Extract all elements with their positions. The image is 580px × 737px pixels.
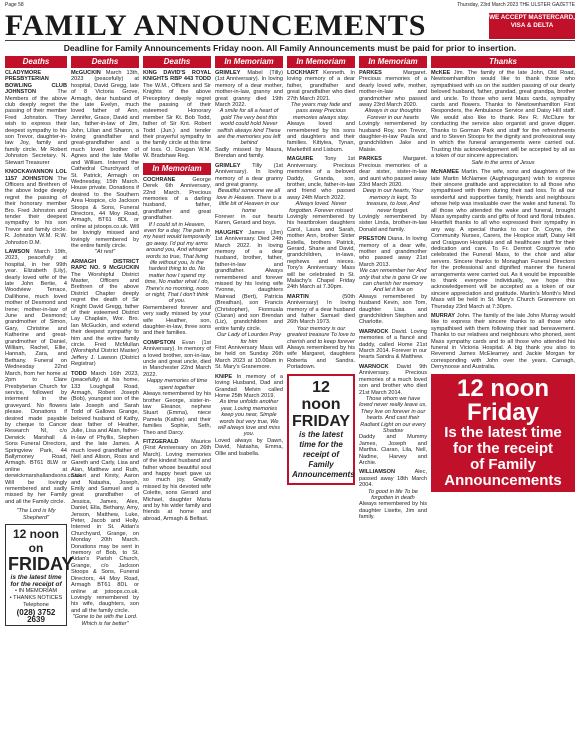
notice-text: Forever in our hearts Sandra & Matthew. [359, 348, 427, 361]
notice-text: Mabel (Tilly) (1st Anniversary). In loving memory of a dear mother, mother-in-law, granny and great granny died 19th March 2022. [215, 70, 283, 109]
notice-text: The Worshipful District Master, Officers and Brethren of the above District Chapter deeply regret the death of Sir Knight David Gregg, father of their esteemed District Lay Chaplain, Wor. Bro. Ian McGuckin, and extend their deepest sympathy to him and the entire family circle. Fred McMullan (Worshipful District Master) Jeffery J. Lawson (District Registrar) [71, 271, 139, 368]
notice-name: GRIMLEY [215, 162, 241, 169]
page-date: Thursday, 23rd March 2023 [457, 2, 519, 8]
notice-text: Martin. The wife, sons and daughters of the late Martin McNamee (Aughnagurgan) wish to express their sincere gratitude and appreciation to all those who sympathised with them during their sad loss. To all our wonderful and supportive family, friends and neighbours whose help was invaluable over the wake and funeral. To all those who attended the wake and funeral, brought Mass sympathy cards and gifts of food and floral tributes. Heartfelt thanks to all who expressed their sympathy in any way. A special thanks to our Dr. Coyne, the Community Nurses, Carers, the Hospice staff, Daisy Hill and Craigavon Hospitals and all healthcare staff for their dedication and care. To Fr. Dermot Cosgrove who celebrated the Funeral Mass, to the choir and altar servers. Sincere thanks to Monaghan Funeral Directors for the professional and dignified manner the funeral arrangements were carried out. As it would be impossible to thank everyone individually, we hope this acknowledgement will be accepted as a token of our sincere appreciation and gratitude. Martin's Month's Mind Mass will be held in St. Mary's Church Granemore on Thursday 23rd March at 7:30pm. [431, 169, 576, 310]
notice [359, 236, 427, 326]
notice-text: Daddy and Mummy James, Joseph and Martha. Ciaran, Lila, Nell, Nadine, Harvey and Archie. [359, 434, 427, 466]
payment-badge: WE ACCEPT MASTERCARD, VISA & DELTA [489, 13, 575, 39]
notice-text: March 19th, 2023, peacefully at hospital, in her 99th year. Elizabeth (Lily), dearly loved wife of the late John Bertie, 4 Woodview Terrace, Dallihone, much loved mother of Desmond and Irene; mother-in-law of June and Desmond; grandmother of Simon, Gary, Christine and Katherine and great-grandmother of Daniel, William, Rachel, Ellie, Hannah, Zara, and Bethany. Funeral on Wednesday 22nd March, from her home at 2pm to Clare Presbyterian Church for service, followed by interment in the graveyard. No flowers please. Donations if desired made payable by cheque to Cancer Research NI, c/o Derwick Marshall & Sons Funeral Directors, Springview Park, 44 Ballymoney Road, Armagh. BT61 8LW or online at derwickmarshallandsons.co.uk. Will be lovingly remembered and sadly missed by her Family and all the Family circle. [5, 248, 83, 505]
notice-verse: Always in our thoughts Forever in our hearts [364, 108, 422, 121]
notice-text: Kenneth. In loving memory of a dear father, grandfather and great grandfather who died 27th March 2021. [287, 70, 355, 102]
notice-text: Always remembered by his daughter Lisette, Jim and family. [359, 501, 427, 521]
notice-text: Always remembered by husband Kevin, son Tom, daughter Lisa and grandchildren Stephen and Charlotte. [359, 293, 427, 326]
notice-name: McGUCKIN [71, 70, 101, 76]
notice-verse: A smile for all a heart of gold The very best this world could hold Never selfish always kind These are the memories you left behind [217, 108, 281, 147]
notice-text: Maurice (First Anniversary on 26th March). Loving memories of the kindest husband and father whose beautiful soul and happy heart gave us so much joy. Greatly missed by his devoted wife Colette, sons Gerard and Michael, daughter Maria and by his wider family and friends at home and abroad, Armagh & Belfast. [143, 438, 211, 522]
notice-text: Alec, passed away 18th March 2004. [359, 469, 427, 489]
notice [5, 169, 67, 246]
notice [431, 70, 575, 166]
notice-verse: Deep in our hearts, Your memory is kept, To treasure, to love, And never forget. [362, 188, 424, 214]
notice-text: In memory of a loving Husband, Dad and Grandad Melvin called Home 25th March 2019. [215, 373, 283, 399]
notice-name: McNAMEE [431, 169, 459, 176]
notice [215, 230, 283, 371]
box-telephone-label: Telephone [23, 602, 49, 609]
notice-text: Lovingly remembered by sister Linda, brother-in-law Donald and family. [359, 213, 427, 233]
notice-text: George Derek 6th Anniversary, 22nd March. Precious memories of a darling husband, father, grandfather and great grandfather. [143, 176, 211, 222]
notice-text: (50th Anniversary) In loving memory of a dear husband and father Samuel died 26th March 1973. [287, 293, 355, 326]
notice-name: KNIPE [215, 373, 233, 380]
notice-verse: Beautiful someone we all love in Heaven. There is a little bit of Heaven in our home [216, 188, 282, 214]
section-header: In Memoriam [287, 56, 355, 68]
notice-name: TODD [71, 370, 87, 377]
section-header: Deaths [71, 56, 139, 68]
notice-name: WARNOCK [359, 328, 389, 335]
notice [71, 70, 139, 256]
notice [359, 70, 427, 153]
notice-verse: "The Lord is My Shepherd" [16, 508, 56, 521]
notice-name: LOCKHART [287, 70, 319, 76]
deadline-box [431, 374, 575, 492]
notice [359, 469, 427, 520]
notice-verse: Safe in the arms of Jesus [471, 159, 535, 166]
notice-verse: We can remember her And only that she is gone Or we can cherish her memory And let it live on [359, 268, 427, 294]
column-deaths-2 [71, 56, 139, 735]
notice-text: First Anniversary Mass will be held on Sunday 26th March 2023 at 10.00am in St. Mary's Granemore. [215, 345, 283, 371]
box-telephone: (028) 3752 2639 [16, 608, 56, 625]
notice-name: ARMAGH DISTRICT RAPC NO. 9 McGUCKIN [71, 258, 139, 272]
box-desc: is the latest time for the receipt of Family Announcements [292, 429, 355, 479]
box-day: FRIDAY [292, 412, 351, 430]
notice-text: John. The family of the late John Murray would like to express their sincere thanks to all those who sympathised with them following their sad bereavement. Thanks to our relatives and neighbours who phoned, sent Mass sympathy cards and to all those who attended his funeral in Victoria Hospital. A big thank you also to Reverend James McElearney and Jackie Morgan for corresponding with John over the years. Carnagh, Derrynoose and Australia. [431, 313, 575, 371]
notice-text: Sadly missed by Maura, Brendan and family. [215, 146, 283, 160]
notice-verse: Always loved. Never forgotten. Forever missed [289, 201, 353, 214]
notice [431, 169, 575, 310]
masthead [5, 11, 575, 41]
notice [143, 70, 211, 160]
notice-name: MAGUIRE [287, 156, 314, 163]
notice-text: Always remembered by his wife Margaret, daughters Roberta and Sandra. Portadown. [287, 345, 355, 371]
notice [359, 329, 427, 361]
notice-name: KNOCKAVANNON LOL 1157 JOHNSTON [5, 169, 67, 182]
notice-text: Evan (1st Anniversary). In memory of a loved brother, son-in-law, uncle and great uncle, died in Manchester 22nd March 2022. [143, 339, 211, 378]
notice-verse: "Gone to be with the Lord. Which is far better" [72, 614, 138, 627]
notice [359, 156, 427, 233]
page-title: FAMILY ANNOUNCEMENTS [5, 9, 427, 42]
box-time: 12 noon Friday [456, 374, 549, 426]
notice-name: FITZGERALD [143, 438, 179, 445]
notice-text: Margaret. Precious memories of a dear sister, sister-in-law and aunt who passed away 23rd March 2020. [359, 156, 427, 188]
notice-verse: Those whom we have loved never really leave us, They live on forever in our hearts. And cast their Radiant Light on our every Shadow [359, 395, 427, 434]
section-header: Deaths [143, 56, 211, 68]
notice-text: Diana. In loving memory of a dear wife, mother and grandmother who passed away 21st March 2013. [359, 236, 428, 268]
notice [5, 508, 67, 521]
notice-name: WILLIAMSON [359, 469, 396, 476]
notice-text: Tilly (1st Anniversary). In loving memory of a dear granny and great granny. [215, 162, 283, 188]
notice-text: David 9th Anniversary. Precious memories of a much loved son and brother who died 21st March 2014. [359, 363, 427, 396]
box-desc-2: of Family Announcements [444, 455, 562, 489]
notice [215, 374, 283, 457]
notice-text: Lovingly remembered by his heartbroken daughters Carol, Laura and Sarah, mother Ann, brother Sister Estella, brothers Patrick, Gerard, Shane and David, grandchildren, in-laws, nephews and nieces. Tony's Anniversary Mass will be celebrated in St. Malachy's Chapel Friday 24th March at 7.30pm. [287, 213, 355, 291]
box-time: 12 noon [301, 378, 341, 413]
column-memoriam-1 [215, 56, 283, 735]
notice-verse: As time unfolds another year, Loving memories keep you near, Simple words but very true, We will always love and miss you. [217, 399, 281, 438]
notice-text: Forever in our hearts Karen, Gerard and boys. [215, 213, 283, 227]
notice-verse: Happy memories of time spent together [146, 378, 208, 391]
box-day: FRIDAY [8, 554, 74, 575]
notice [5, 70, 67, 166]
notice [215, 70, 283, 160]
notice-text: Margaret. Precious memories of a dearly loved wife, mother, mother-in-law and grandmother who passed away 23rd March 2020. [359, 70, 427, 109]
notice-name: McKEE [431, 70, 451, 76]
column-thanks [431, 56, 575, 735]
notice-name: PRESTON [359, 236, 386, 243]
notice-text: Lovingly remembered by husband Roy, son Trevor, daughter-in-law Paula and grandchildren Jake and Maisie. [359, 121, 427, 153]
notice-text: Loved always by Dawn, David, Natasha, Emma, Ollie and Isabella. [215, 437, 283, 457]
deadline-box [287, 374, 355, 485]
column-memoriam-2 [287, 56, 355, 735]
notice [359, 364, 427, 467]
notice [431, 313, 575, 371]
column-memoriam-3 [359, 56, 427, 735]
notice-name: KING DAVID'S ROYAL KNIGHTS RBP 443 TODD [143, 70, 211, 83]
notice-name: PARKES [359, 156, 382, 163]
section-header: In Memoriam [143, 163, 211, 175]
section-header: Thanks [431, 56, 575, 68]
section-header: In Memoriam [359, 56, 427, 68]
notice-text: Always loved and remembered by his sons and daughters and their families. Kittylea, Tynan, Markethill and Lisburn. [287, 121, 355, 153]
notice-verse: The years may fade and pass away Precious memories always stay. [290, 102, 352, 121]
column-deaths-3 [143, 56, 211, 735]
notice [287, 70, 355, 153]
notice-verse: Our Lady of Lourdes Pray for him [216, 332, 282, 345]
notice-name: MURRAY [431, 313, 456, 320]
section-header: In Memoriam [215, 56, 283, 68]
notice-name: GRIMLEY [215, 70, 241, 76]
notice-name: MARTIN [287, 293, 309, 300]
notice-name: WARNOCK [359, 363, 389, 370]
notice-verse: "At rest" [94, 249, 116, 256]
page-date-paper [457, 2, 575, 10]
notice-verse: If I could sit in Heaven, even for a day, The pain in my heart would temporarily go away. I'd put my arms around you, And whisper words so true, That living life without you, Is the hardest thing to do. No matter how I spend my time, No matter what I do, There's no morning, noon or night, That I don't think of you. [143, 221, 211, 305]
notice [287, 156, 355, 291]
notice-text: March 16th 2023, (peacefully) at his home, 133 Loughgall Road, Armagh, Robert Joseph (Bob), youngest son of the late Joseph and Sarah Todd of Gallows Grange, beloved husband of Kathy, dear father of Heather, Julie, Lisa and Alan, father-in-law of Phyllis, Stephen and the late James. A much loved grandfather of Neil and Alison, Ross and Gareth and Carly, Lisa and Alan, Matthew and Ruth, Stuart and Kirsty, Aaron and Natasha, Joseph, Emily and Samuel and a great grandfather of Jessica, James, Alex, Daniel, Ella, Bethany, Amy, Jenson, Matthew, Luke, Peter, Jacob and Holly. Interred in St. Aidan's Churchyard, Grange, on Monday 20th March. Donations may be sent in memory of Bob, to St. Aidan's Parish Church, Grange, c/o Jackson Stoops & Sons, Funeral Directors, 44 Moy Road, Armagh BT61 8DL or online at jstoops.co.uk. Lovingly remembered by his wife, daughters, son and all the family circle. [71, 370, 139, 614]
notice-text: The Members of the above club deeply regret the passing of their member Fred Johnston. They wish to express their deepest sympathy to his son Trevor, daughter-in-law Joy, family and family circle. Mr Robert Johnston Secretary. N. Stewart Treasurer [5, 89, 67, 166]
notice-text: Tony 1st Anniversary. Precious memories of a beloved Daddy, Granda, son, brother, uncle, father-in-law and friend who passed away 24th March 2022. [287, 156, 355, 201]
deadline-banner: Deadline for Family Announcements Friday noon. All Family Announcements must be paid for prior to insertion. [63, 43, 517, 53]
box-item-thanks: • THANKS NOTICES [9, 595, 63, 602]
notice-text: Always remembered by his brother George, sister-in-law Eleanor, nephew Stuart (Emma), niece Pamela (Kathie) and their families Sophie, Seth, Theo and Darcy. [143, 391, 211, 436]
notice-name: COMPSTON [143, 339, 176, 346]
notice-name: HAUGHEY [215, 229, 243, 236]
deadline-box [5, 524, 74, 626]
box-desc: Is the latest time for the receipt [444, 423, 562, 457]
notice [71, 371, 139, 627]
notice-text: Jim. The family of the late John, Old Road, Newtownhamilton would like to thank those who sympathised with us on the sudden passing of our dearly beloved husband, father, grandad, great grandpa, brother and uncle. To those who sent Mass cards, sympathy cards and flowers. Thanks to Newtownhamilton First Responders, the Ambulance Service and Daisy Hill staff. We would also like to thank Rev R. McClure for conducting the service also organist and grave digger. Thanks to Gorman Park and staff for the refreshments and to Steven Stoops for the dignity and professional way in which the funeral arrangements were carried out. Trusting this acknowledgement will be accepted by all as a token of our sincere appreciation. [431, 70, 576, 160]
notice-verse: Your memory is our greatest treasure To love to cherish and to keep forever [287, 325, 355, 345]
notice [215, 163, 283, 227]
notice-text: The Officers and Brethren of the above lodge deeply regret the passing of their honorary member Bro. Fred Johnston and tender their deepest sympathy to his son Trevor and family circle. R. Johnston W.M. R.W. Johnston D.M. [5, 175, 68, 246]
box-desc: is the latest time for the receipt of [10, 574, 62, 589]
notice-name: COCHRANE [143, 176, 176, 183]
notice-text: March 13th, 2023 (peacefully) at hospital, David Gregg, late of 8 Victoria Grove, Armagh, dear husband of the late Evelyn, much loved father of Ann, Jennifer, Grace, David and Ian, father-in-law of Jim, John, Lilian and Sharon, a loving grandfather and great-grandfather and a much loved brother of Agnes and the late Mollie and William. Interred the Cathedral Churchyard of St. Patrick, Armagh on Wednesday, 15th March. House private. Donations if desired to the Southern Area Hospice, c/o Jackson Stoops & Sons, Funeral Directors, 44 Moy Road, Armagh, BT61 8DL or online at jstoops.co.uk. Will be lovingly missed and lovingly remembered by the entire family circle. [71, 70, 139, 249]
paper-name: THE ULSTER GAZETTE [519, 2, 575, 8]
notice [287, 294, 355, 371]
notice-verse: To good in life To be forgotten in death [368, 488, 418, 501]
notice-name: LAWSON [5, 248, 30, 255]
notice [71, 259, 139, 368]
section-header: Deaths [5, 56, 67, 68]
notice-name: PARKES [359, 70, 382, 76]
page-number: Page 58 [5, 2, 24, 8]
notice-text: David. Loving memories of a fiancé and daddy, called Home 21st March 2014. [359, 328, 427, 355]
notice [143, 340, 211, 436]
box-item-memoriam: • IN MEMORIAM [14, 588, 58, 595]
notice-text: The W.M., Officers and Sir Knights of the above Preceptory deeply regret the passing of their esteemed Honorary member Sir Kt. Bob Todd, father of Sir Knt. Robert Todd (Jun.) and tender their prayerful sympathy to the family circle at this time of loss. O. Dougan W.M. W. Bradshaw Reg. [143, 82, 211, 160]
notice-name: CLADYMORE PRESBYTERIAN BOWLING CLUB JOHNSTON [5, 70, 67, 96]
box-time: 12 noon on [12, 527, 59, 556]
notice [143, 177, 211, 337]
notice-text: James (Jim) 1st Anniversary. Died 24th March 2022. In loving memory of a dear husband, brother, father, father-in-law and grandfather. Always remembered and forever missed by his loving wife Yvonne, daughters Mairead (Bert), Patricia (Breathan), son Francis (Christopher), Fionnuala (Ciaran) and son Brendan (Liz), grandchildren and entire family circle. [215, 229, 283, 332]
notice-text: Remembered forever and very sadly missed by your wife Heather, son, daughter-in-law, three sons and their families. [143, 304, 211, 337]
notice [143, 439, 211, 522]
